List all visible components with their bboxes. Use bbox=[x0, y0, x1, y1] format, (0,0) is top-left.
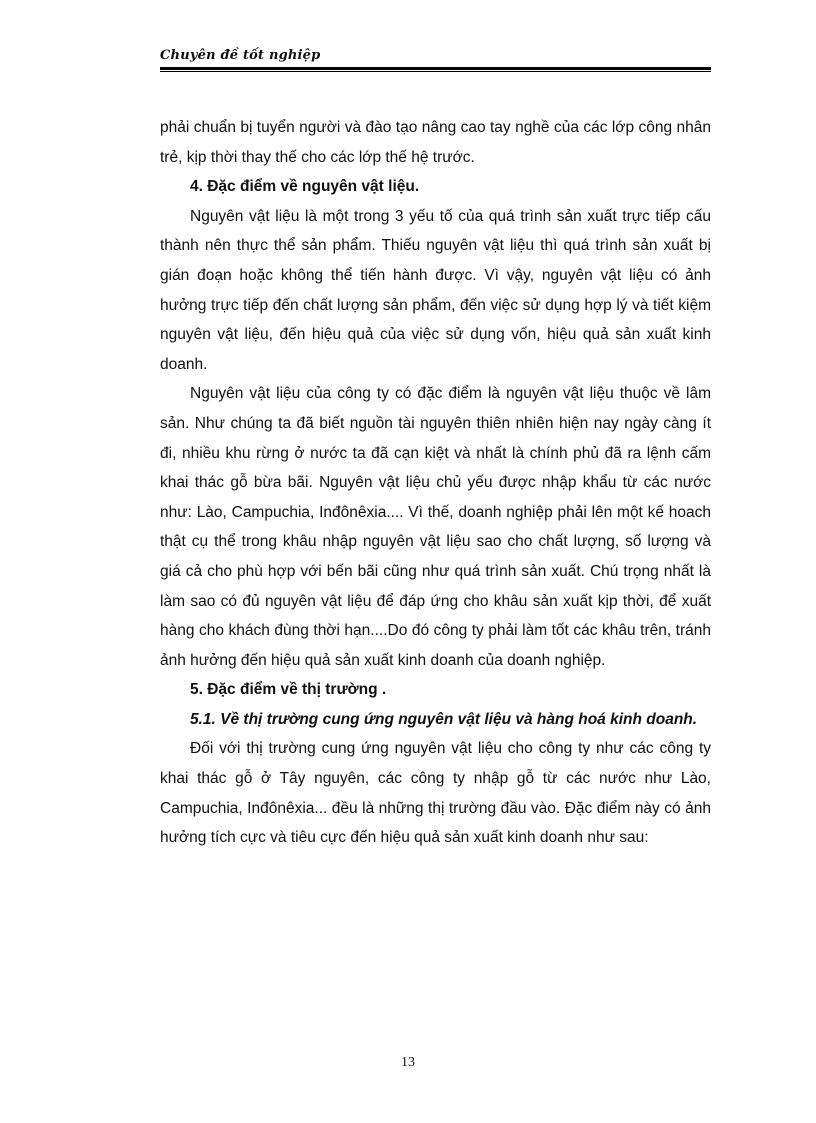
header-rule bbox=[160, 67, 711, 72]
paragraph-supply-market: Đối với thị trường cung ứng nguyên vật liệu cho công ty như các công ty khai thác gỗ ở Tây nguyên, các công ty nhập gỗ từ các nước như Lào, Campuchia, Inđônêxia... đều là những thị trường đầu vào. Đặc điểm này có ảnh hưởng tích cực và tiêu cực đến hiệu quả sản xuất kinh doanh như sau: bbox=[160, 740, 711, 847]
section-heading-4: 4. Đặc điểm về nguyên vật liệu. bbox=[190, 178, 420, 196]
paragraph-materials-intro: Nguyên vật liệu là một trong 3 yếu tố của quá trình sản xuất trực tiếp cấu thành nên thực thể sản phẩm. Thiếu nguyên vật liệu thì quá trình sản xuất bị gián đoạn hoặc không thể tiến hành được. Vì vậy, nguyên vật liệu có ảnh hưởng trực tiếp đến chất lượng sản phẩm, đến việc sử dụng hợp lý và tiết kiệm nguyên vật liệu, đến hiệu quả của việc sử dụng vốn, hiệu quả sản xuất kinh doanh. bbox=[160, 207, 711, 373]
running-header-title: Chuyên đề tốt nghiệp bbox=[160, 48, 321, 63]
subsection-heading-5-1: 5.1. Về thị trường cung ứng nguyên vật liệu và hàng hoá kinh doanh. bbox=[190, 710, 698, 728]
paragraph-continued: phải chuẩn bị tuyển người và đào tạo nâng cao tay nghề của các lớp công nhân trẻ, kịp thời thay thế cho các lớp thế hệ trước. bbox=[160, 119, 711, 166]
section-heading-5: 5. Đặc điểm về thị trường . bbox=[190, 681, 387, 699]
page-number: 13 bbox=[401, 1055, 415, 1070]
paragraph-materials-company: Nguyên vật liệu của công ty có đặc điểm là nguyên vật liệu thuộc về lâm sản. Như chúng ta đã biết nguồn tài nguyên thiên nhiên hiện nay ngày càng ít đi, nhiều khu rừng ở nước ta đã cạn kiệt và nhất là chính phủ đã ra lệnh cấm khai thác gỗ bừa bãi. Nguyên vật liệu chủ yếu được nhập khẩu từ các nước như: Lào, Campuchia, Inđônêxia.... Vì thế, doanh nghiệp phải lên một kế hoach thật cụ thể trong khâu nhập nguyên vật liệu sao cho chất lượng, số lượng và giá cả cho phù hợp với bến bãi cũng như quá trình sản xuất. Chú trọng nhất là làm sao có đủ nguyên vật liệu để đáp ứng cho khâu sản xuất kịp thời, để xuất hàng cho khách đùng thời hạn....Do đó công ty phải làm tốt các khâu trên, tránh ảnh hưởng đến hiệu quả sản xuất kinh doanh của doanh nghiệp. bbox=[160, 385, 711, 669]
page-body bbox=[160, 113, 711, 853]
